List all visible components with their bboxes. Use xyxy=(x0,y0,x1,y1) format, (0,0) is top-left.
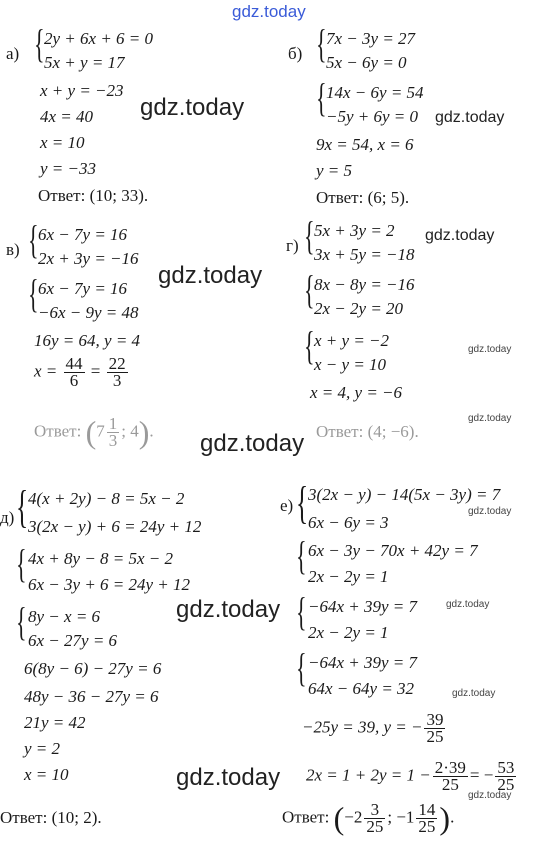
v-frac1-num: 44 xyxy=(65,354,83,373)
e-line10-num2: 53 xyxy=(497,758,515,777)
b-answer: Ответ: (6; 5). xyxy=(316,188,410,207)
label-g: г) xyxy=(286,236,299,255)
brace-e2: { xyxy=(296,533,307,578)
d-line11: x = 10 xyxy=(24,765,69,784)
brace-v2: { xyxy=(28,271,39,316)
e-answer-num1: 3 xyxy=(364,802,385,819)
v-answer-whole: 7 xyxy=(96,421,105,441)
e-answer-whole: −2 xyxy=(344,807,363,827)
brace-a: { xyxy=(34,21,45,66)
e-line10-num: 2·39 xyxy=(434,758,466,777)
a-answer: Ответ: (10; 33). xyxy=(38,186,149,205)
v-frac2-num: 22 xyxy=(108,354,126,373)
brace-e4: { xyxy=(296,645,307,690)
v-sys3: 6x − 7y = 16 xyxy=(38,279,128,298)
brace-e3: { xyxy=(296,589,307,634)
watermark: gdz.today xyxy=(452,688,496,699)
e-answer-den2: 25 xyxy=(418,817,436,836)
watermark: gdz.today xyxy=(435,109,505,126)
label-a: а) xyxy=(6,44,20,63)
v-answer-rest: ; 4 xyxy=(121,421,139,441)
e-sys2: 6x − 6y = 3 xyxy=(308,513,389,532)
e-answer xyxy=(282,800,454,837)
b-sys2: 5x − 6y = 0 xyxy=(326,53,407,72)
v-answer-paren-close: ) xyxy=(138,414,150,450)
g-answer: Ответ: (4; −6). xyxy=(316,422,419,441)
d-sys4: 6x − 3y + 6 = 24y + 12 xyxy=(28,575,191,594)
e-answer-end: . xyxy=(450,807,455,827)
e-sys7: −64x + 39y = 7 xyxy=(308,653,418,672)
g-sys6: x − y = 10 xyxy=(314,355,387,374)
g-sys2: 3x + 5y = −18 xyxy=(314,245,415,264)
g-line7: x = 4, y = −6 xyxy=(310,383,403,402)
d-line7: 6(8y − 6) − 27y = 6 xyxy=(24,659,162,678)
e-line10-den2: 25 xyxy=(497,775,515,794)
e-line9-den: 25 xyxy=(426,727,444,746)
v-answer-paren-open: ( xyxy=(85,414,97,450)
e-sys8: 64x − 64y = 32 xyxy=(308,679,415,698)
v-answer-prefix: Ответ: xyxy=(34,421,82,441)
watermark: gdz.today xyxy=(158,262,263,289)
e-answer-sep: ; −1 xyxy=(387,807,415,827)
d-line10: y = 2 xyxy=(24,739,61,758)
e-sys1: 3(2x − y) − 14(5x − 3y) = 7 xyxy=(308,485,501,504)
v-sys2: 2x + 3y = −16 xyxy=(38,249,139,268)
e-answer-paren-close: ) xyxy=(439,800,451,836)
watermark: gdz.today xyxy=(176,764,281,791)
b-line5: 9x = 54, x = 6 xyxy=(316,135,414,154)
brace-e1: { xyxy=(296,477,309,528)
g-sys1: 5x + 3y = 2 xyxy=(314,221,395,240)
e-sys6: 2x − 2y = 1 xyxy=(308,623,389,642)
d-sys3: 4x + 8y − 8 = 5x − 2 xyxy=(28,549,174,568)
brace-g3: { xyxy=(304,323,315,368)
e-line10 xyxy=(306,760,518,793)
watermark: gdz.today xyxy=(425,227,495,244)
d-sys6: 6x − 27y = 6 xyxy=(28,631,118,650)
watermark: gdz.today xyxy=(468,413,512,424)
g-sys3: 8x − 8y = −16 xyxy=(314,275,415,294)
d-sys5: 8y − x = 6 xyxy=(28,607,101,626)
e-line9-prefix: −25y = 39, y = − xyxy=(302,717,423,737)
a-sys2: 5x + y = 17 xyxy=(44,53,125,72)
v-frac1-den: 6 xyxy=(69,371,79,390)
brace-b1: { xyxy=(316,21,327,66)
watermark: gdz.today xyxy=(468,790,512,801)
e-answer-paren-open: ( xyxy=(333,800,345,836)
v-sys1: 6x − 7y = 16 xyxy=(38,225,128,244)
brace-d1: { xyxy=(16,481,29,532)
label-d: д) xyxy=(0,508,15,527)
d-sys2: 3(2x − y) + 6 = 24y + 12 xyxy=(28,517,202,536)
a-line3: x + y = −23 xyxy=(40,81,124,100)
d-line8: 48y − 36 − 27y = 6 xyxy=(24,687,159,706)
e-sys3: 6x − 3y − 70x + 42y = 7 xyxy=(308,541,478,560)
e-line9-num: 39 xyxy=(426,710,444,729)
e-sys5: −64x + 39y = 7 xyxy=(308,597,418,616)
v-line6 xyxy=(34,356,130,389)
v-answer-end: . xyxy=(149,421,154,441)
a-line5: x = 10 xyxy=(40,133,85,152)
watermark: gdz.today xyxy=(446,599,490,610)
label-b: б) xyxy=(288,44,303,63)
v-line5: 16y = 64, y = 4 xyxy=(34,331,141,350)
label-e: е) xyxy=(280,496,294,515)
v-eq-sign: = xyxy=(90,361,101,381)
brace-g2: { xyxy=(304,267,315,312)
e-answer-prefix: Ответ: xyxy=(282,807,330,827)
a-line4: 4x = 40 xyxy=(40,107,94,126)
label-v: в) xyxy=(6,240,20,259)
v-sys4: −6x − 9y = 48 xyxy=(38,303,139,322)
watermark: gdz.today xyxy=(140,94,245,121)
e-answer-num2: 14 xyxy=(418,800,436,819)
e-line10-mid: = − xyxy=(469,765,494,785)
g-sys5: x + y = −2 xyxy=(314,331,390,350)
b-sys3: 14x − 6y = 54 xyxy=(326,83,424,102)
brace-g1: { xyxy=(304,213,315,258)
b-sys4: −5y + 6y = 0 xyxy=(326,107,419,126)
e-sys4: 2x − 2y = 1 xyxy=(308,567,389,586)
brace-d3: { xyxy=(16,599,27,644)
v-x-prefix: x = xyxy=(34,361,58,381)
g-sys4: 2x − 2y = 20 xyxy=(314,299,404,318)
v-answer-den: 3 xyxy=(108,431,118,450)
d-sys1: 4(x + 2y) − 8 = 5x − 2 xyxy=(28,489,185,508)
e-answer-den1: 25 xyxy=(366,817,384,836)
brace-v1: { xyxy=(28,217,39,262)
b-line6: y = 5 xyxy=(316,161,353,180)
d-line9: 21y = 42 xyxy=(24,713,86,732)
brace-d2: { xyxy=(16,541,27,586)
watermark: gdz.today xyxy=(468,344,512,355)
v-answer-num: 1 xyxy=(108,414,118,433)
a-sys1: 2y + 6x + 6 = 0 xyxy=(44,29,154,48)
watermark: gdz.today xyxy=(468,506,512,517)
brace-b2: { xyxy=(316,75,327,120)
watermark: gdz.today xyxy=(176,596,281,623)
watermark-top: gdz.today xyxy=(232,2,306,21)
a-line6: y = −33 xyxy=(40,159,96,178)
d-answer: Ответ: (10; 2). xyxy=(0,808,102,827)
v-answer xyxy=(34,414,154,451)
e-line10-prefix: 2x = 1 + 2y = 1 − xyxy=(306,765,431,785)
e-line10-den: 25 xyxy=(441,775,459,794)
e-line9 xyxy=(302,712,447,745)
v-frac2-den: 3 xyxy=(112,371,122,390)
watermark: gdz.today xyxy=(200,430,305,457)
b-sys1: 7x − 3y = 27 xyxy=(326,29,416,48)
